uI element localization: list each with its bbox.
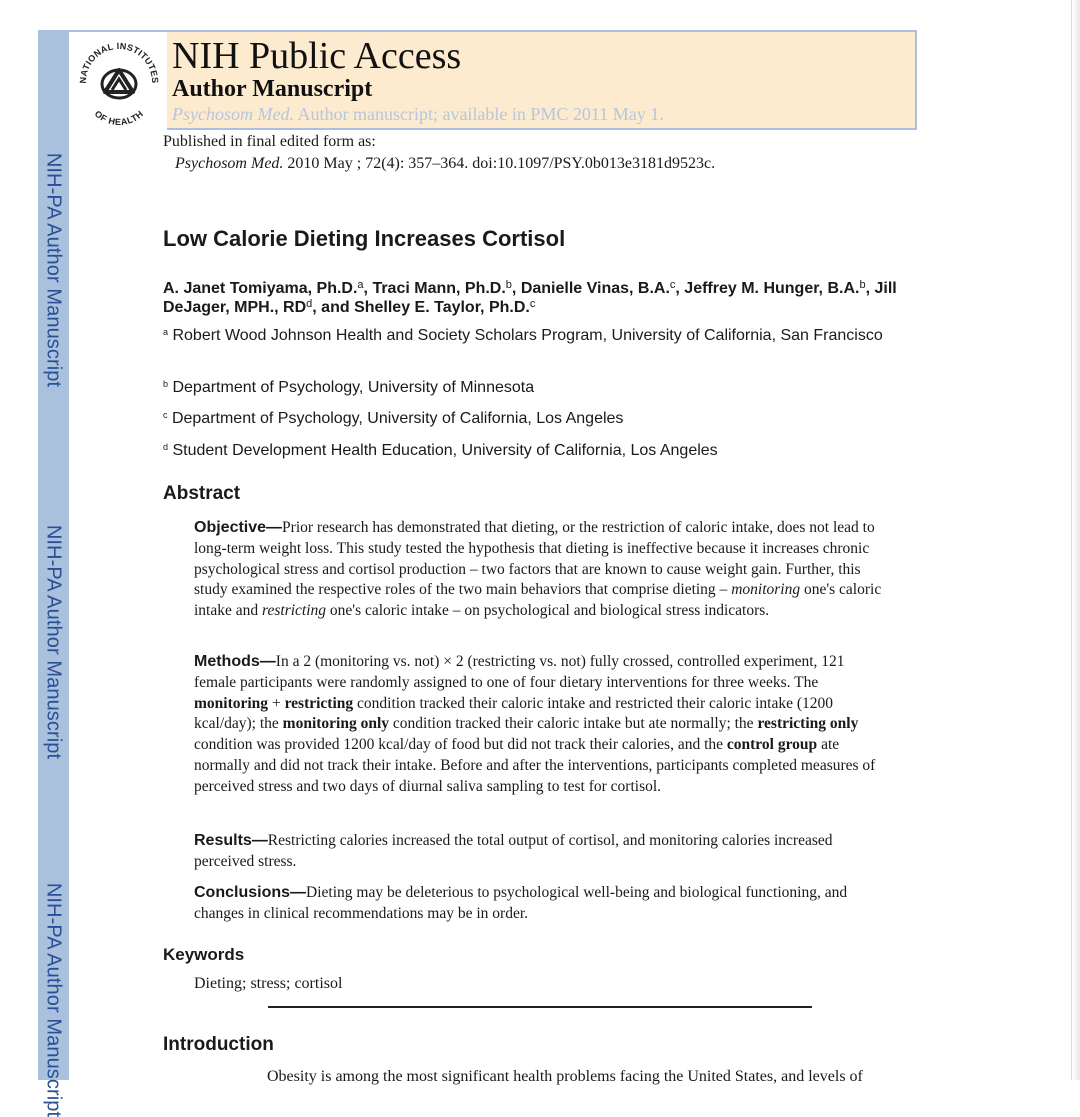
affiliation-text: Department of Psychology, University of Minnesota <box>172 379 535 396</box>
methods-text: condition was provided 1200 kcal/day of food but did not track their calories, and the <box>194 736 727 754</box>
author-separator: , <box>363 280 373 297</box>
conclusions-text: Dieting may be deleterious to psychological well-being and biological functioning, and changes in clinical recommendations may be in order. <box>194 884 848 922</box>
affiliation-text: Student Development Health Education, University of California, Los Angeles <box>172 442 718 459</box>
objective-label: Objective— <box>194 519 283 536</box>
affiliation <box>163 441 883 461</box>
author-affil-mark: a <box>357 279 364 291</box>
author-name: Jill DeJager, MPH., RD <box>163 280 897 316</box>
introduction-first-line: Obesity is among the most significant health problems facing the United States, and levels of <box>267 1068 863 1085</box>
objective-emphasis: restricting <box>262 602 327 620</box>
author-name: Danielle Vinas, B.A. <box>520 280 670 297</box>
author-separator: , <box>511 280 521 297</box>
availability-journal: Psychosom Med. <box>172 104 294 124</box>
methods-text: In a 2 (monitoring vs. not) × 2 (restricting vs. not) fully crossed, controlled experiment, 121 female participants were randomly assigned to one of four dietary interventions for three weeks. The <box>194 653 845 691</box>
header-title: NIH Public Access <box>172 35 462 77</box>
published-form-label: Published in final edited form as: <box>163 133 376 150</box>
header-subtitle: Author Manuscript <box>172 76 373 102</box>
methods-label: Methods— <box>194 653 276 670</box>
objective-text: Prior research has demonstrated that dieting, or the restriction of caloric intake, does not lead to long-term weight loss. This study tested the hypothesis that dieting is ineffective because it increases chronic psychological stress and cortisol production – two factors that are known to cause weight gain. Further, this study examined the respective roles of the two main behaviors that comprise dieting – <box>194 519 875 599</box>
affiliation-mark: b <box>163 379 169 389</box>
affiliation-mark: a <box>163 327 169 337</box>
citation-details: 2010 May ; 72(4): 357–364. doi:10.1097/PSY.0b013e3181d9523c. <box>283 155 716 172</box>
sidebar-label: NIH-PA Author Manuscript <box>42 152 65 388</box>
abstract-heading: Abstract <box>163 483 241 504</box>
affiliation <box>163 326 883 346</box>
methods-bold: monitoring <box>194 694 269 712</box>
author-affil-mark: c <box>669 279 676 291</box>
author-separator: , <box>675 280 685 297</box>
affiliation-text: Department of Psychology, University of California, Los Angeles <box>171 410 624 427</box>
results-label: Results— <box>194 832 268 849</box>
introduction-heading: Introduction <box>163 1034 274 1055</box>
author-affil-mark: c <box>529 298 536 310</box>
citation-journal: Psychosom Med. <box>175 155 284 172</box>
objective-text: one's caloric intake – on psychological and biological stress indicators. <box>326 602 770 620</box>
results-text: Restricting calories increased the total output of cortisol, and monitoring calories increased perceived stress. <box>194 832 833 870</box>
availability-text: Author manuscript; available in PMC 2011 May 1. <box>293 104 664 124</box>
author-name: Jeffrey M. Hunger, B.A. <box>684 280 860 297</box>
objective-emphasis: monitoring <box>731 581 801 599</box>
author-separator: , and <box>312 299 355 316</box>
author-separator: , <box>865 280 875 297</box>
keywords-text: Dieting; stress; cortisol <box>194 975 343 992</box>
affiliation-mark: d <box>163 442 169 452</box>
abstract-objective <box>194 518 886 622</box>
nih-seal-icon <box>69 32 169 128</box>
author-name: Shelley E. Taylor, Ph.D. <box>354 299 530 316</box>
availability-line <box>172 104 664 125</box>
methods-text: + <box>268 694 285 712</box>
author-name: A. Janet Tomiyama, Ph.D. <box>163 280 358 297</box>
nih-public-access-header <box>167 30 917 130</box>
abstract-methods <box>194 652 886 798</box>
sidebar-label: NIH-PA Author Manuscript <box>42 882 65 1117</box>
author-affil-mark: b <box>859 279 866 291</box>
abstract-conclusions <box>194 883 886 925</box>
svg-text:OF HEALTH: OF HEALTH <box>92 108 146 128</box>
citation <box>175 155 715 173</box>
affiliation <box>163 409 883 429</box>
affiliation-text: Robert Wood Johnson Health and Society Scholars Program, University of California, San Francisco <box>172 327 883 344</box>
objective-text: one's caloric intake and <box>194 581 882 620</box>
author-affil-mark: d <box>306 298 313 310</box>
author-name: Traci Mann, Ph.D. <box>372 280 506 297</box>
conclusions-label: Conclusions— <box>194 884 307 901</box>
methods-text: condition tracked their caloric intake but ate normally; the <box>389 715 758 733</box>
methods-bold: monitoring only <box>282 715 390 733</box>
methods-bold: restricting <box>284 694 354 712</box>
methods-text: condition tracked their caloric intake and restricted their caloric intake (1200 kcal/day); the <box>194 694 834 733</box>
affiliation-mark: c <box>163 410 168 420</box>
page-edge <box>1071 0 1080 1080</box>
nih-logo <box>69 30 169 130</box>
sidebar-label: NIH-PA Author Manuscript <box>42 524 65 760</box>
author-list <box>163 279 913 317</box>
abstract-results <box>194 831 886 873</box>
svg-text:NATIONAL INSTITUTES: NATIONAL INSTITUTES <box>77 40 161 84</box>
affiliation <box>163 378 883 398</box>
methods-bold: restricting only <box>757 715 859 733</box>
paper-title: Low Calorie Dieting Increases Cortisol <box>163 226 566 251</box>
methods-bold: control group <box>726 736 818 754</box>
keywords-heading: Keywords <box>163 945 245 964</box>
methods-text: ate normally and did not track their intake. Before and after the interventions, participants completed measures of perceived stress and two days of diurnal saliva sampling to test for cortisol. <box>194 736 876 795</box>
section-divider <box>268 1006 812 1008</box>
author-affil-mark: b <box>505 279 512 291</box>
